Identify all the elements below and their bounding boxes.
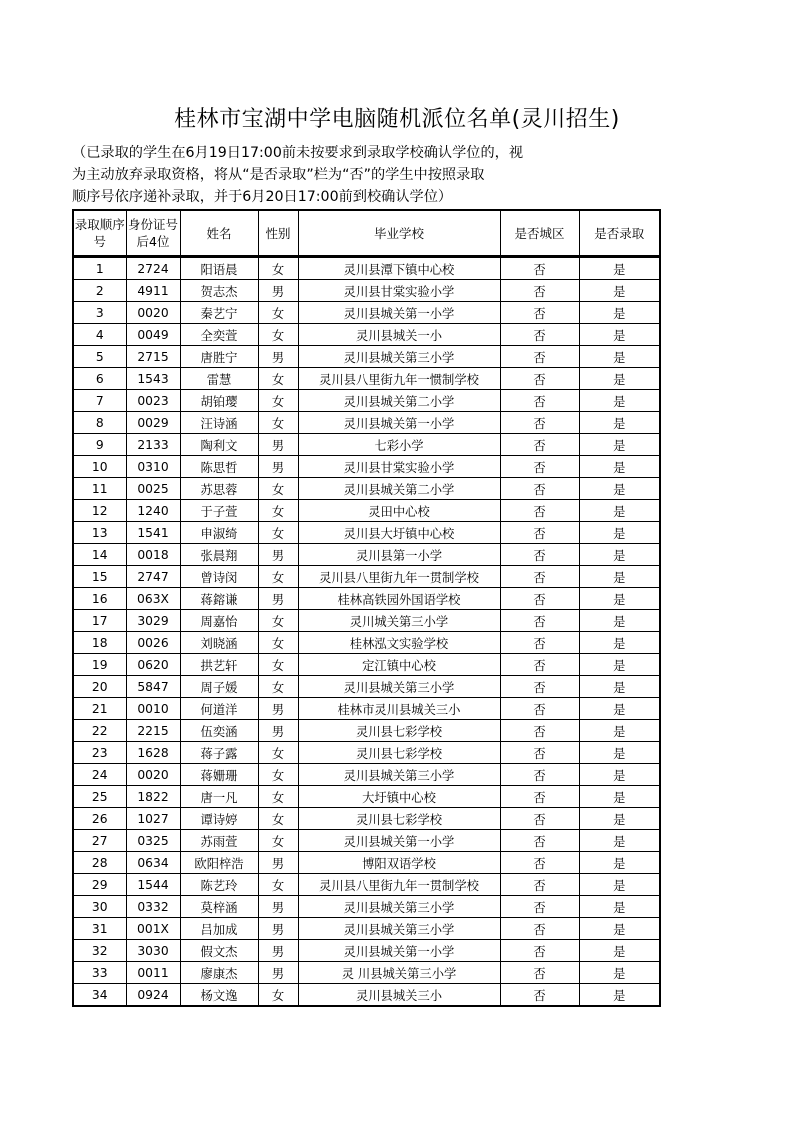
cell-school: 灵川县城关第一小学	[298, 830, 500, 852]
cell-name: 申淑绮	[180, 522, 258, 544]
cell-order: 25	[73, 786, 126, 808]
cell-id: 1544	[126, 874, 180, 896]
table-row	[73, 390, 660, 412]
cell-urban: 否	[500, 720, 579, 742]
cell-admitted: 是	[579, 698, 660, 720]
cell-id: 001X	[126, 918, 180, 940]
cell-admitted: 是	[579, 500, 660, 522]
cell-name: 周嘉怡	[180, 610, 258, 632]
cell-order: 23	[73, 742, 126, 764]
cell-admitted: 是	[579, 478, 660, 500]
cell-id: 2747	[126, 566, 180, 588]
cell-admitted: 是	[579, 720, 660, 742]
cell-gender: 女	[258, 764, 298, 786]
cell-id: 0020	[126, 764, 180, 786]
cell-name: 陈艺玲	[180, 874, 258, 896]
cell-name: 雷慧	[180, 368, 258, 390]
cell-gender: 女	[258, 676, 298, 698]
cell-order: 15	[73, 566, 126, 588]
table-row	[73, 368, 660, 390]
cell-admitted: 是	[579, 874, 660, 896]
cell-admitted: 是	[579, 522, 660, 544]
cell-name: 蒋鎔谦	[180, 588, 258, 610]
table-row	[73, 610, 660, 632]
cell-school: 灵川县城关第一小学	[298, 412, 500, 434]
cell-id: 0310	[126, 456, 180, 478]
cell-order: 30	[73, 896, 126, 918]
cell-urban: 否	[500, 676, 579, 698]
cell-id: 0332	[126, 896, 180, 918]
cell-school: 灵川县八里街九年一惯制学校	[298, 368, 500, 390]
cell-gender: 女	[258, 368, 298, 390]
cell-urban: 否	[500, 852, 579, 874]
cell-name: 于子萱	[180, 500, 258, 522]
cell-school: 桂林泓文实验学校	[298, 632, 500, 654]
cell-id: 2133	[126, 434, 180, 456]
cell-admitted: 是	[579, 676, 660, 698]
table-row	[73, 918, 660, 940]
cell-id: 3030	[126, 940, 180, 962]
cell-name: 莫梓涵	[180, 896, 258, 918]
cell-school: 灵川县城关第二小学	[298, 390, 500, 412]
cell-id: 0023	[126, 390, 180, 412]
cell-admitted: 是	[579, 368, 660, 390]
cell-order: 19	[73, 654, 126, 676]
cell-order: 26	[73, 808, 126, 830]
cell-urban: 否	[500, 434, 579, 456]
cell-school: 灵川县城关第一小学	[298, 940, 500, 962]
cell-admitted: 是	[579, 984, 660, 1007]
cell-order: 4	[73, 324, 126, 346]
cell-school: 灵川县城关第三小学	[298, 764, 500, 786]
cell-urban: 否	[500, 808, 579, 830]
cell-gender: 女	[258, 984, 298, 1007]
cell-admitted: 是	[579, 852, 660, 874]
cell-admitted: 是	[579, 324, 660, 346]
table-row	[73, 632, 660, 654]
header-id: 身份证号后4位	[126, 210, 180, 257]
cell-admitted: 是	[579, 830, 660, 852]
cell-name: 苏思蓉	[180, 478, 258, 500]
cell-order: 18	[73, 632, 126, 654]
cell-urban: 否	[500, 830, 579, 852]
cell-gender: 女	[258, 302, 298, 324]
table-row	[73, 786, 660, 808]
cell-order: 16	[73, 588, 126, 610]
cell-gender: 男	[258, 346, 298, 368]
cell-gender: 男	[258, 698, 298, 720]
cell-urban: 否	[500, 390, 579, 412]
cell-school: 大圩镇中心校	[298, 786, 500, 808]
cell-order: 5	[73, 346, 126, 368]
cell-gender: 男	[258, 544, 298, 566]
cell-name: 刘晓涵	[180, 632, 258, 654]
cell-admitted: 是	[579, 346, 660, 368]
table-header-row	[73, 210, 660, 257]
table-row	[73, 742, 660, 764]
cell-urban: 否	[500, 940, 579, 962]
cell-order: 31	[73, 918, 126, 940]
cell-urban: 否	[500, 874, 579, 896]
table-row	[73, 808, 660, 830]
cell-id: 0025	[126, 478, 180, 500]
cell-gender: 女	[258, 500, 298, 522]
cell-school: 灵川县甘棠实验小学	[298, 456, 500, 478]
cell-urban: 否	[500, 346, 579, 368]
cell-school: 灵川县城关第二小学	[298, 478, 500, 500]
header-admitted: 是否录取	[579, 210, 660, 257]
cell-gender: 女	[258, 522, 298, 544]
cell-gender: 男	[258, 852, 298, 874]
cell-admitted: 是	[579, 764, 660, 786]
table-row	[73, 566, 660, 588]
cell-urban: 否	[500, 456, 579, 478]
cell-id: 0029	[126, 412, 180, 434]
cell-urban: 否	[500, 742, 579, 764]
table-row	[73, 346, 660, 368]
cell-urban: 否	[500, 896, 579, 918]
cell-order: 20	[73, 676, 126, 698]
table-row	[73, 984, 660, 1007]
cell-school: 博阳双语学校	[298, 852, 500, 874]
header-order: 录取顺序号	[73, 210, 126, 257]
cell-gender: 女	[258, 257, 298, 280]
cell-urban: 否	[500, 566, 579, 588]
cell-id: 1543	[126, 368, 180, 390]
cell-urban: 否	[500, 984, 579, 1007]
cell-admitted: 是	[579, 808, 660, 830]
cell-name: 假文杰	[180, 940, 258, 962]
cell-gender: 女	[258, 830, 298, 852]
cell-id: 1822	[126, 786, 180, 808]
cell-urban: 否	[500, 918, 579, 940]
table-row	[73, 874, 660, 896]
cell-id: 0026	[126, 632, 180, 654]
cell-admitted: 是	[579, 390, 660, 412]
cell-id: 0634	[126, 852, 180, 874]
cell-name: 苏雨萱	[180, 830, 258, 852]
table-row	[73, 280, 660, 302]
cell-order: 29	[73, 874, 126, 896]
notice-line: 顺序号依序递补录取，并于6月20日17:00前到校确认学位）	[72, 189, 453, 205]
cell-school: 定江镇中心校	[298, 654, 500, 676]
cell-gender: 男	[258, 720, 298, 742]
page-title: 桂林市宝湖中学电脑随机派位名单(灵川招生)	[174, 107, 620, 132]
cell-admitted: 是	[579, 962, 660, 984]
cell-urban: 否	[500, 610, 579, 632]
cell-school: 灵川县八里街九年一贯制学校	[298, 566, 500, 588]
cell-urban: 否	[500, 654, 579, 676]
cell-id: 1027	[126, 808, 180, 830]
table-row	[73, 764, 660, 786]
cell-urban: 否	[500, 786, 579, 808]
cell-school: 桂林市灵川县城关三小	[298, 698, 500, 720]
cell-order: 12	[73, 500, 126, 522]
table-row	[73, 478, 660, 500]
cell-admitted: 是	[579, 434, 660, 456]
cell-id: 2724	[126, 257, 180, 280]
header-gender: 性别	[258, 210, 298, 257]
cell-gender: 女	[258, 632, 298, 654]
cell-gender: 女	[258, 390, 298, 412]
cell-order: 34	[73, 984, 126, 1007]
cell-urban: 否	[500, 764, 579, 786]
cell-school: 灵川县城关第三小学	[298, 676, 500, 698]
cell-school: 灵川县城关第三小学	[298, 918, 500, 940]
cell-order: 22	[73, 720, 126, 742]
cell-admitted: 是	[579, 456, 660, 478]
cell-admitted: 是	[579, 786, 660, 808]
table-row	[73, 852, 660, 874]
table-row	[73, 654, 660, 676]
cell-gender: 男	[258, 896, 298, 918]
table-row	[73, 698, 660, 720]
cell-gender: 女	[258, 742, 298, 764]
cell-school: 灵川县八里街九年一贯制学校	[298, 874, 500, 896]
cell-id: 5847	[126, 676, 180, 698]
cell-school: 灵川县城关一小	[298, 324, 500, 346]
cell-admitted: 是	[579, 257, 660, 280]
cell-order: 3	[73, 302, 126, 324]
cell-admitted: 是	[579, 896, 660, 918]
cell-id: 2715	[126, 346, 180, 368]
cell-gender: 女	[258, 808, 298, 830]
cell-name: 陈思哲	[180, 456, 258, 478]
table-row	[73, 676, 660, 698]
cell-order: 8	[73, 412, 126, 434]
cell-order: 1	[73, 257, 126, 280]
cell-school: 灵川县潭下镇中心校	[298, 257, 500, 280]
cell-school: 灵川县七彩学校	[298, 742, 500, 764]
cell-urban: 否	[500, 368, 579, 390]
cell-school: 灵川县七彩学校	[298, 808, 500, 830]
cell-school: 桂林高铁园外国语学校	[298, 588, 500, 610]
cell-admitted: 是	[579, 654, 660, 676]
cell-name: 曾诗闵	[180, 566, 258, 588]
cell-gender: 女	[258, 874, 298, 896]
cell-order: 17	[73, 610, 126, 632]
table-row	[73, 434, 660, 456]
cell-order: 7	[73, 390, 126, 412]
cell-gender: 男	[258, 280, 298, 302]
table-row	[73, 257, 660, 280]
cell-id: 0011	[126, 962, 180, 984]
cell-school: 灵川县城关三小	[298, 984, 500, 1007]
cell-urban: 否	[500, 698, 579, 720]
cell-order: 28	[73, 852, 126, 874]
cell-name: 蒋姗珊	[180, 764, 258, 786]
cell-school: 灵川县第一小学	[298, 544, 500, 566]
table-row	[73, 720, 660, 742]
cell-name: 贺志杰	[180, 280, 258, 302]
cell-name: 周子媛	[180, 676, 258, 698]
cell-id: 0620	[126, 654, 180, 676]
cell-gender: 女	[258, 610, 298, 632]
cell-admitted: 是	[579, 610, 660, 632]
cell-urban: 否	[500, 632, 579, 654]
cell-gender: 女	[258, 412, 298, 434]
cell-id: 1628	[126, 742, 180, 764]
cell-name: 吕加成	[180, 918, 258, 940]
table-row	[73, 456, 660, 478]
notice-line: 为主动放弃录取资格，将从“是否录取”栏为“否”的学生中按照录取	[72, 167, 485, 183]
table-row	[73, 522, 660, 544]
cell-order: 33	[73, 962, 126, 984]
cell-school: 灵田中心校	[298, 500, 500, 522]
cell-school: 灵川县城关第三小学	[298, 896, 500, 918]
cell-name: 胡铂璎	[180, 390, 258, 412]
cell-urban: 否	[500, 412, 579, 434]
cell-urban: 否	[500, 324, 579, 346]
cell-name: 全奕萱	[180, 324, 258, 346]
cell-order: 21	[73, 698, 126, 720]
cell-name: 唐胜宁	[180, 346, 258, 368]
cell-order: 10	[73, 456, 126, 478]
cell-name: 廖康杰	[180, 962, 258, 984]
table-row	[73, 324, 660, 346]
cell-school: 灵川县城关第一小学	[298, 302, 500, 324]
cell-gender: 男	[258, 918, 298, 940]
cell-id: 063X	[126, 588, 180, 610]
cell-school: 灵川县七彩学校	[298, 720, 500, 742]
cell-name: 谭诗婷	[180, 808, 258, 830]
header-urban: 是否城区	[500, 210, 579, 257]
cell-id: 0010	[126, 698, 180, 720]
cell-id: 2215	[126, 720, 180, 742]
cell-id: 3029	[126, 610, 180, 632]
cell-gender: 女	[258, 478, 298, 500]
cell-order: 11	[73, 478, 126, 500]
header-school: 毕业学校	[298, 210, 500, 257]
cell-admitted: 是	[579, 940, 660, 962]
cell-admitted: 是	[579, 588, 660, 610]
cell-gender: 男	[258, 434, 298, 456]
cell-urban: 否	[500, 588, 579, 610]
cell-id: 0325	[126, 830, 180, 852]
cell-id: 1240	[126, 500, 180, 522]
cell-order: 24	[73, 764, 126, 786]
cell-id: 4911	[126, 280, 180, 302]
cell-admitted: 是	[579, 918, 660, 940]
cell-admitted: 是	[579, 632, 660, 654]
cell-name: 何道洋	[180, 698, 258, 720]
cell-school: 灵川县城关第三小学	[298, 346, 500, 368]
cell-school: 灵川县甘棠实验小学	[298, 280, 500, 302]
cell-urban: 否	[500, 280, 579, 302]
cell-gender: 男	[258, 962, 298, 984]
cell-admitted: 是	[579, 302, 660, 324]
cell-id: 0018	[126, 544, 180, 566]
cell-name: 秦艺宁	[180, 302, 258, 324]
cell-name: 蒋子露	[180, 742, 258, 764]
cell-name: 张晨翔	[180, 544, 258, 566]
header-name: 姓名	[180, 210, 258, 257]
admission-table	[72, 209, 661, 1007]
cell-order: 6	[73, 368, 126, 390]
cell-gender: 男	[258, 588, 298, 610]
table-row	[73, 302, 660, 324]
cell-order: 9	[73, 434, 126, 456]
cell-urban: 否	[500, 522, 579, 544]
cell-order: 13	[73, 522, 126, 544]
table-row	[73, 500, 660, 522]
notice-line: （已录取的学生在6月19日17:00前未按要求到录取学校确认学位的，视	[72, 145, 524, 161]
table-row	[73, 962, 660, 984]
cell-name: 陶利文	[180, 434, 258, 456]
cell-name: 伍奕涵	[180, 720, 258, 742]
table-row	[73, 412, 660, 434]
cell-order: 27	[73, 830, 126, 852]
cell-school: 七彩小学	[298, 434, 500, 456]
cell-urban: 否	[500, 544, 579, 566]
cell-gender: 女	[258, 324, 298, 346]
cell-name: 阳语晨	[180, 257, 258, 280]
cell-school: 灵 川县城关第三小学	[298, 962, 500, 984]
cell-gender: 男	[258, 940, 298, 962]
table-row	[73, 544, 660, 566]
cell-admitted: 是	[579, 280, 660, 302]
cell-urban: 否	[500, 257, 579, 280]
cell-id: 0049	[126, 324, 180, 346]
cell-admitted: 是	[579, 566, 660, 588]
table-body	[73, 257, 660, 1007]
cell-gender: 女	[258, 654, 298, 676]
cell-gender: 女	[258, 786, 298, 808]
cell-gender: 男	[258, 456, 298, 478]
cell-name: 唐一凡	[180, 786, 258, 808]
cell-admitted: 是	[579, 742, 660, 764]
cell-urban: 否	[500, 478, 579, 500]
cell-admitted: 是	[579, 412, 660, 434]
cell-urban: 否	[500, 500, 579, 522]
cell-name: 欧阳梓浩	[180, 852, 258, 874]
cell-id: 0924	[126, 984, 180, 1007]
table-row	[73, 940, 660, 962]
cell-id: 0020	[126, 302, 180, 324]
cell-admitted: 是	[579, 544, 660, 566]
cell-order: 14	[73, 544, 126, 566]
table-row	[73, 588, 660, 610]
cell-name: 杨文逸	[180, 984, 258, 1007]
cell-school: 灵川县大圩镇中心校	[298, 522, 500, 544]
cell-id: 1541	[126, 522, 180, 544]
cell-urban: 否	[500, 302, 579, 324]
cell-name: 汪诗涵	[180, 412, 258, 434]
table-row	[73, 896, 660, 918]
cell-gender: 女	[258, 566, 298, 588]
table-row	[73, 830, 660, 852]
cell-name: 拱艺轩	[180, 654, 258, 676]
notice-text	[72, 142, 672, 208]
cell-urban: 否	[500, 962, 579, 984]
cell-order: 2	[73, 280, 126, 302]
cell-school: 灵川城关第三小学	[298, 610, 500, 632]
cell-order: 32	[73, 940, 126, 962]
